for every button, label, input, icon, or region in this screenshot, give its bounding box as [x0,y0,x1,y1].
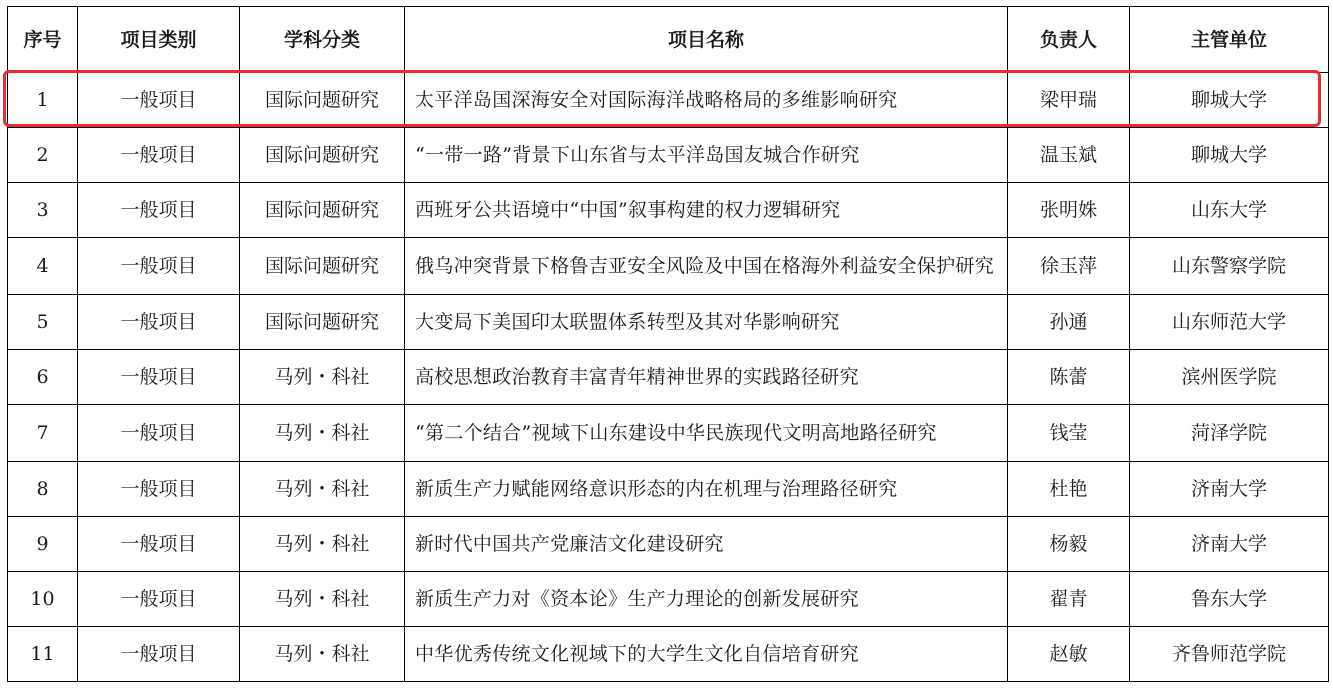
table-row [8,73,1329,128]
cell-unit: 滨州医学院 [1130,350,1329,405]
cell-leader: 杜艳 [1008,462,1130,517]
cell-unit: 山东警察学院 [1130,238,1329,295]
cell-category: 一般项目 [78,183,240,238]
cell-leader: 杨毅 [1008,517,1130,572]
cell-leader: 张明姝 [1008,183,1130,238]
cell-unit: 山东大学 [1130,183,1329,238]
table-row [8,128,1329,183]
table-row [8,183,1329,238]
project-table [7,6,1329,682]
cell-leader: 温玉斌 [1008,128,1130,183]
cell-discipline: 国际问题研究 [240,128,405,183]
header-project-name: 项目名称 [405,7,1008,73]
cell-no: 10 [8,572,78,627]
cell-project-name: 高校思想政治教育丰富青年精神世界的实践路径研究 [405,350,1008,405]
cell-leader: 翟青 [1008,572,1130,627]
cell-category: 一般项目 [78,572,240,627]
cell-discipline: 马列・科社 [240,405,405,462]
cell-project-name: 新时代中国共产党廉洁文化建设研究 [405,517,1008,572]
cell-no: 11 [8,627,78,682]
cell-discipline: 国际问题研究 [240,295,405,350]
table-row [8,238,1329,295]
table-row [8,517,1329,572]
header-unit: 主管单位 [1130,7,1329,73]
cell-discipline: 国际问题研究 [240,73,405,128]
cell-project-name: 西班牙公共语境中“中国”叙事构建的权力逻辑研究 [405,183,1008,238]
table-row [8,405,1329,462]
table-row [8,462,1329,517]
cell-project-name: 中华优秀传统文化视域下的大学生文化自信培育研究 [405,627,1008,682]
cell-unit: 菏泽学院 [1130,405,1329,462]
cell-no: 4 [8,238,78,295]
table-row [8,572,1329,627]
table-row [8,295,1329,350]
cell-project-name: 新质生产力对《资本论》生产力理论的创新发展研究 [405,572,1008,627]
cell-unit: 济南大学 [1130,517,1329,572]
header-no: 序号 [8,7,78,73]
cell-leader: 赵敏 [1008,627,1130,682]
cell-category: 一般项目 [78,517,240,572]
table-row [8,627,1329,682]
cell-unit: 鲁东大学 [1130,572,1329,627]
cell-no: 6 [8,350,78,405]
cell-unit: 聊城大学 [1130,128,1329,183]
cell-no: 5 [8,295,78,350]
cell-category: 一般项目 [78,128,240,183]
cell-no: 8 [8,462,78,517]
cell-project-name: 太平洋岛国深海安全对国际海洋战略格局的多维影响研究 [405,73,1008,128]
cell-discipline: 国际问题研究 [240,183,405,238]
cell-category: 一般项目 [78,405,240,462]
cell-category: 一般项目 [78,238,240,295]
cell-category: 一般项目 [78,462,240,517]
cell-no: 2 [8,128,78,183]
cell-discipline: 国际问题研究 [240,238,405,295]
cell-project-name: 新质生产力赋能网络意识形态的内在机理与治理路径研究 [405,462,1008,517]
cell-leader: 孙通 [1008,295,1130,350]
header-leader: 负责人 [1008,7,1130,73]
cell-discipline: 马列・科社 [240,462,405,517]
cell-unit: 聊城大学 [1130,73,1329,128]
cell-no: 9 [8,517,78,572]
cell-discipline: 马列・科社 [240,572,405,627]
header-category: 项目类别 [78,7,240,73]
cell-leader: 陈蕾 [1008,350,1130,405]
cell-category: 一般项目 [78,627,240,682]
table-row [8,350,1329,405]
cell-discipline: 马列・科社 [240,517,405,572]
cell-project-name: 大变局下美国印太联盟体系转型及其对华影响研究 [405,295,1008,350]
cell-no: 3 [8,183,78,238]
cell-project-name: 俄乌冲突背景下格鲁吉亚安全风险及中国在格海外利益安全保护研究 [405,238,1008,295]
cell-discipline: 马列・科社 [240,350,405,405]
cell-project-name: “第二个结合”视域下山东建设中华民族现代文明高地路径研究 [405,405,1008,462]
cell-unit: 济南大学 [1130,462,1329,517]
cell-category: 一般项目 [78,295,240,350]
cell-leader: 徐玉萍 [1008,238,1130,295]
project-list-document [7,6,1329,682]
cell-category: 一般项目 [78,73,240,128]
cell-no: 1 [8,73,78,128]
cell-unit: 齐鲁师范学院 [1130,627,1329,682]
table-header-row [8,7,1329,73]
cell-leader: 梁甲瑞 [1008,73,1130,128]
cell-project-name: “一带一路”背景下山东省与太平洋岛国友城合作研究 [405,128,1008,183]
cell-category: 一般项目 [78,350,240,405]
cell-no: 7 [8,405,78,462]
cell-discipline: 马列・科社 [240,627,405,682]
cell-unit: 山东师范大学 [1130,295,1329,350]
cell-leader: 钱莹 [1008,405,1130,462]
header-discipline: 学科分类 [240,7,405,73]
